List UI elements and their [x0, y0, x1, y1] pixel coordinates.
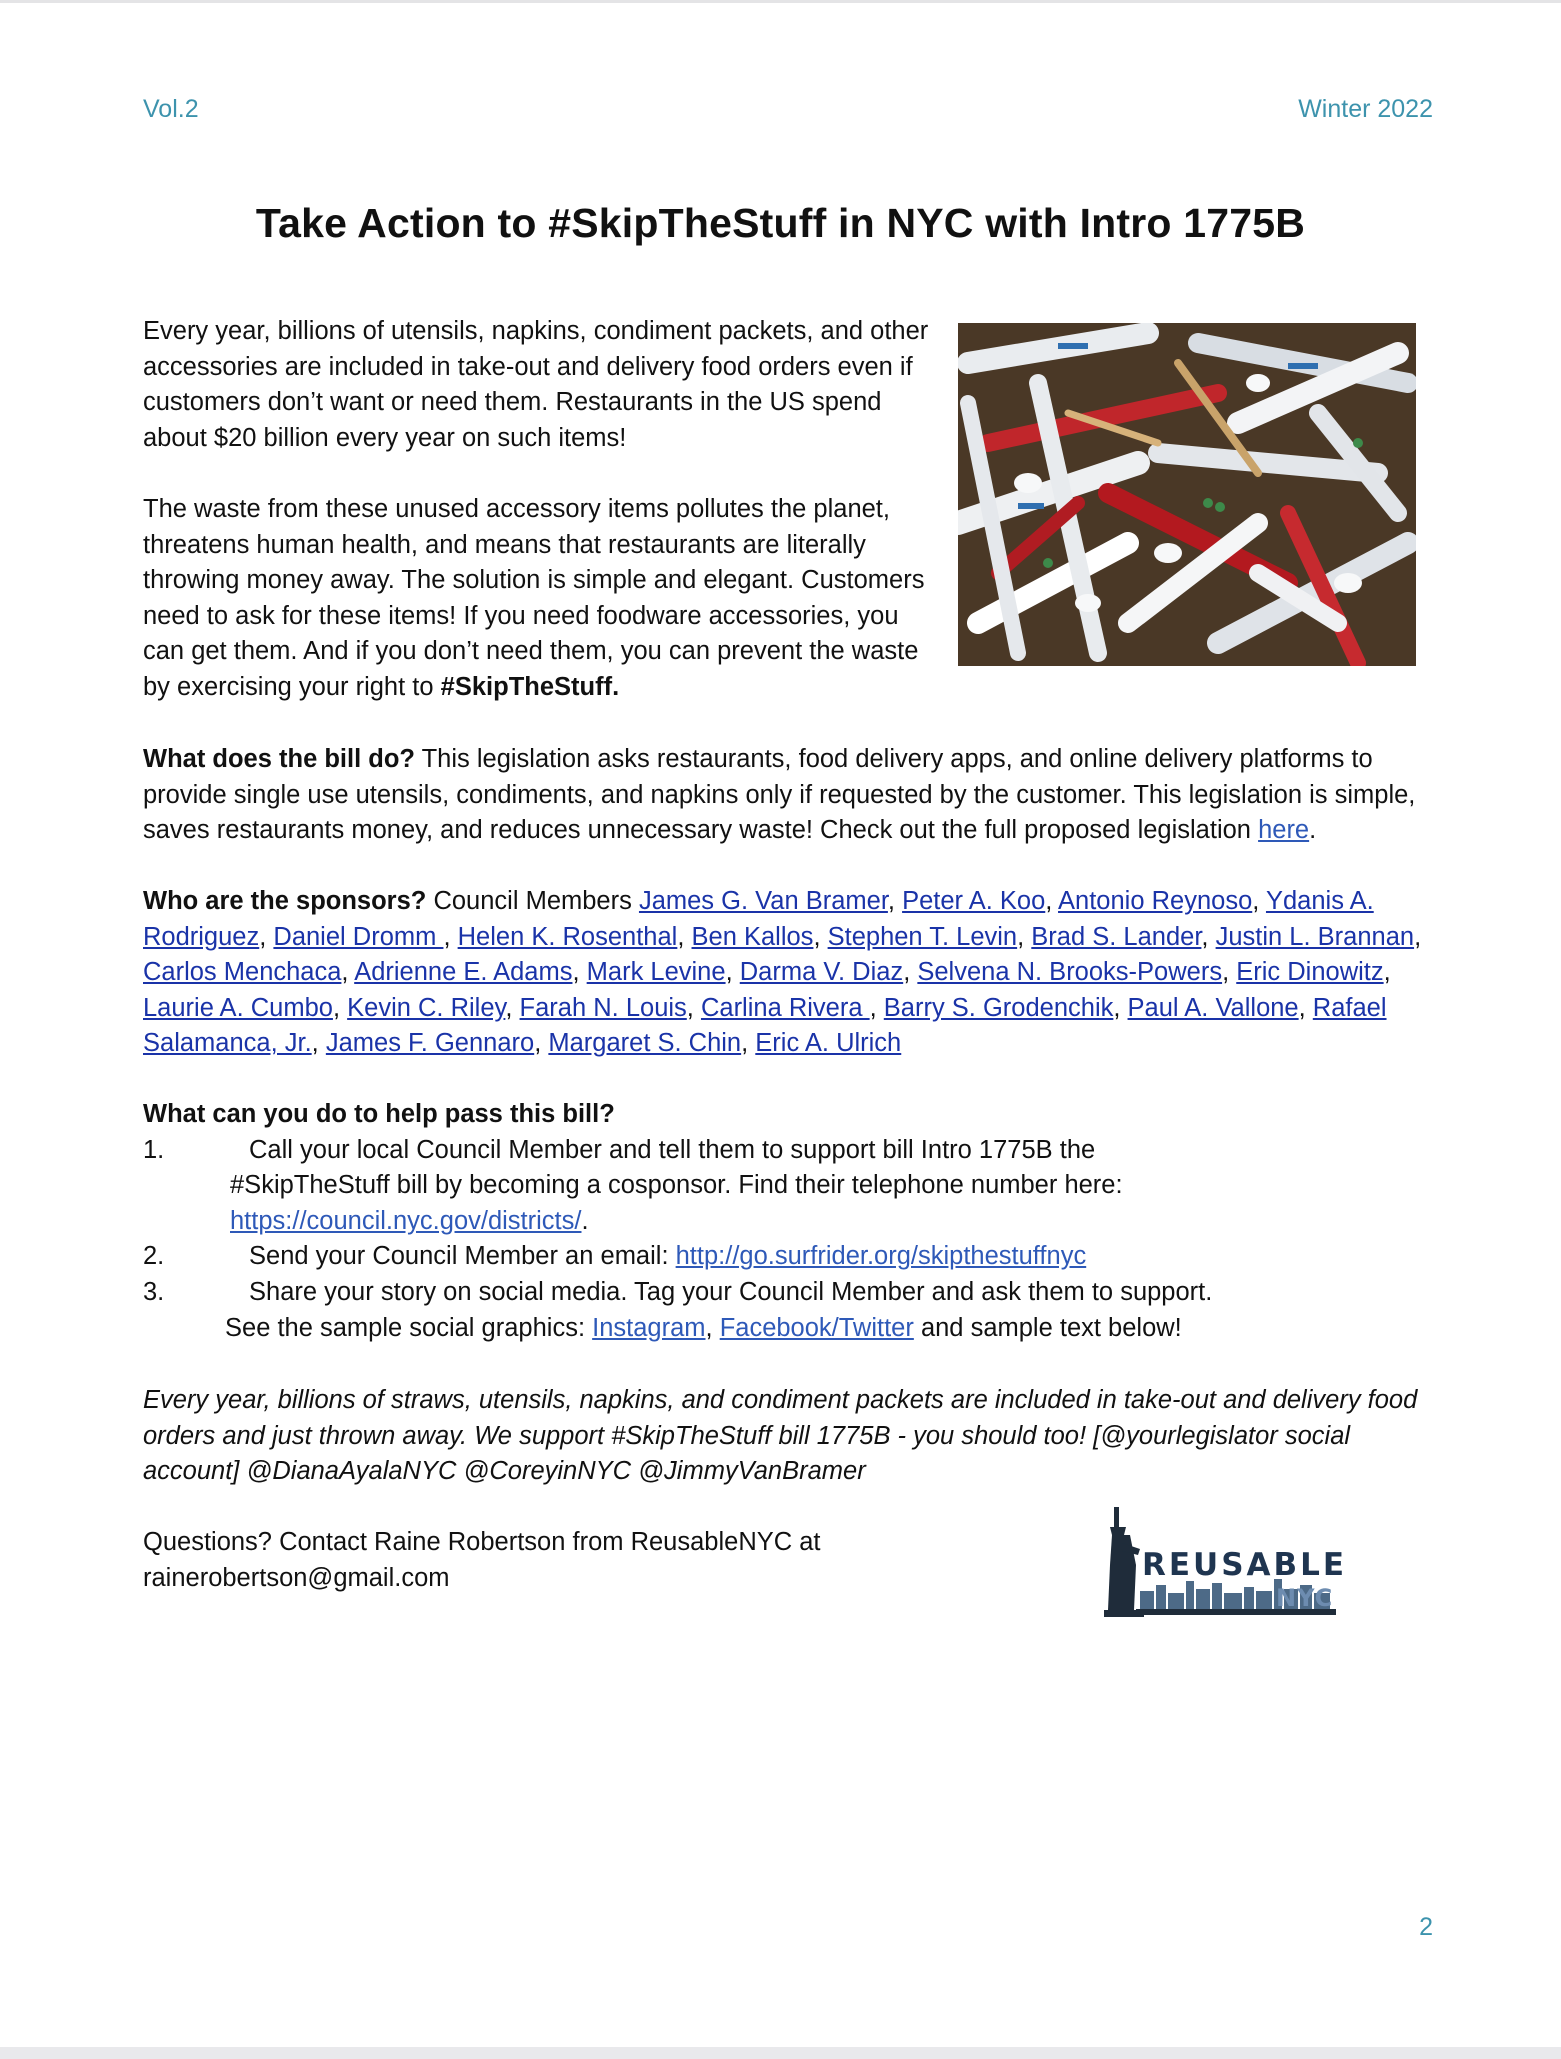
sponsor-separator: , [1222, 958, 1237, 987]
sponsor-link[interactable]: Paul A. Vallone [1127, 993, 1299, 1022]
sponsor-separator: , [1201, 922, 1216, 951]
season-label: Winter 2022 [1298, 95, 1433, 123]
step-3-continuation [225, 1311, 1433, 1347]
skipthestuff-bold: #SkipTheStuff. [440, 672, 620, 701]
sponsor-separator: , [1414, 922, 1422, 951]
step-3-separator: , [705, 1313, 720, 1342]
reusablenyc-logo-graphic [1100, 1505, 1350, 1617]
reusablenyc-logo [1100, 1505, 1350, 1617]
step-2 [143, 1239, 1433, 1275]
sponsor-link[interactable]: Ben Kallos [691, 922, 814, 951]
sponsor-link[interactable]: Adrienne E. Adams [354, 958, 573, 987]
sponsor-separator: , [443, 922, 458, 951]
facebook-twitter-link[interactable]: Facebook/Twitter [719, 1313, 914, 1342]
sponsor-separator: , [677, 922, 692, 951]
page-number: 2 [1419, 1913, 1433, 1941]
sponsor-link[interactable]: Carlos Menchaca [143, 958, 342, 987]
sponsor-link[interactable]: Carlina Rivera [700, 993, 870, 1022]
sponsors-lead: Council Members [426, 887, 639, 915]
sponsor-link[interactable]: James G. Van Bramer [638, 887, 888, 915]
sponsors-paragraph [143, 884, 1433, 1062]
step-1 [143, 1133, 1433, 1240]
sample-social-paragraph: Every year, billions of straws, utensils, napkins, and condiment packets are included in take-out and delivery food orders and just thrown away. We support #SkipTheStuff bill 1775B - you should too! [@yourlegislator social account] @DianaAyalaNYC @CoreyinNYC @JimmyVanBramer [143, 1386, 1418, 1486]
sponsor-separator: , [741, 1029, 756, 1058]
sponsor-link[interactable]: Margaret S. Chin [548, 1029, 742, 1058]
sponsor-separator: , [903, 958, 918, 987]
sponsor-link[interactable]: Helen K. Rosenthal [457, 922, 678, 951]
help-heading [143, 1097, 1433, 1133]
sponsor-separator: , [572, 958, 587, 987]
step-3-end: and sample text below! [913, 1313, 1182, 1342]
step-3 [143, 1275, 1433, 1346]
intro-paragraph-2 [143, 492, 943, 706]
step-1-link-line [230, 1204, 1433, 1240]
help-section [143, 1097, 1433, 1346]
sponsors-section [143, 884, 1433, 1062]
utensil-waste-photo [958, 323, 1416, 666]
sponsor-link[interactable]: Ydanis A. Rodriguez [143, 887, 1374, 951]
council-districts-link[interactable]: https://council.nyc.gov/districts/ [230, 1206, 582, 1235]
sponsor-separator: , [686, 993, 701, 1022]
sponsor-separator: , [534, 1029, 549, 1058]
page-edge-bottom [0, 2047, 1561, 2059]
sponsor-separator: , [869, 993, 884, 1022]
page-edge-top [0, 0, 1561, 3]
sponsors-heading: Who are the sponsors? [143, 887, 427, 915]
surfrider-link[interactable]: http://go.surfrider.org/skipthestuffnyc [675, 1242, 1087, 1271]
contact-section [143, 1525, 903, 1596]
sponsor-link[interactable]: Selvena N. Brooks-Powers [917, 958, 1223, 987]
contact-line: Questions? Contact Raine Robertson from ReusableNYC at [143, 1528, 821, 1556]
sample-social-text [143, 1383, 1433, 1490]
sponsor-separator: , [725, 958, 740, 987]
bill-text: This legislation asks restaurants, food delivery apps, and online delivery platforms to provide single use utensils, condiments, and napkins only if requested by the customer. This legislation is simple, saves restaurants money, and reduces unnecessary waste! Check out the full proposed legislation [143, 745, 1416, 845]
volume-label: Vol.2 [143, 95, 199, 123]
sponsor-separator: , [813, 922, 828, 951]
sponsor-separator: , [505, 993, 520, 1022]
sponsor-separator: , [259, 922, 274, 951]
sponsor-link[interactable]: Kevin C. Riley [347, 993, 506, 1022]
contact-email: rainerobertson@gmail.com [143, 1563, 450, 1592]
intro-paragraph-2-text: The waste from these unused accessory items pollutes the planet, threatens human health, and means that restaurants are literally throwing money away. The solution is simple and elegant. Customers need to ask for these items! If you need foodware accessories, you can get them. And if you don’t need them, you can prevent the waste by exercising your right to [143, 494, 925, 701]
sponsor-link[interactable]: Mark Levine [586, 958, 726, 987]
help-heading-text: What can you do to help pass this bill? [143, 1100, 615, 1128]
logo-word-reusable: REUSABLE [1142, 1547, 1348, 1583]
step-1-text: Call your local Council Member and tell them to support bill Intro 1775B the [249, 1135, 1096, 1164]
step-1-continuation: #SkipTheStuff bill by becoming a cosponsor. Find their telephone number here: [230, 1171, 1123, 1200]
step-3-number: 3. [143, 1277, 165, 1306]
sponsor-link[interactable]: Farah N. Louis [519, 993, 687, 1022]
bill-paragraph [143, 742, 1433, 849]
sponsor-link[interactable]: Daniel Dromm [273, 922, 444, 951]
step-2-text [249, 1239, 1433, 1275]
sponsor-separator: , [341, 958, 355, 987]
sponsor-link[interactable]: Rafael Salamanca, Jr. [143, 993, 1387, 1058]
sponsor-link[interactable]: Laurie A. Cumbo [143, 993, 333, 1022]
logo-word-nyc: NYC [1276, 1584, 1334, 1612]
step-2-label: Send your Council Member an email: [249, 1242, 676, 1271]
sponsor-separator: , [887, 887, 903, 915]
sponsor-separator: , [1113, 993, 1128, 1022]
sponsor-separator: , [311, 1029, 326, 1058]
sponsor-separator: , [332, 993, 348, 1022]
sponsor-separator: , [1252, 887, 1266, 915]
sponsor-link[interactable]: Justin L. Brannan [1215, 922, 1415, 951]
bill-section [143, 742, 1433, 849]
step-3-cont-text: See the sample social graphics: [225, 1313, 593, 1342]
sponsor-link[interactable]: Eric Dinowitz [1236, 958, 1384, 987]
sponsor-link[interactable]: Stephen T. Levin [827, 922, 1018, 951]
sponsor-link[interactable]: James F. Gennaro [325, 1029, 535, 1058]
sponsor-separator: , [1045, 887, 1059, 915]
instagram-link[interactable]: Instagram [592, 1313, 706, 1342]
help-steps [143, 1133, 1433, 1347]
sponsor-separator: , [1017, 922, 1032, 951]
page-title: Take Action to #SkipTheStuff in NYC with Intro 1775B [255, 200, 1306, 246]
intro-paragraph-1: Every year, billions of utensils, napkins, condiment packets, and other accessories are included in take-out and delivery food orders even if customers don’t want or need them. Restaurants in the US spend about $20 billion every year on such items! [143, 317, 929, 452]
step-3-text: Share your story on social media. Tag your Council Member and ask them to support. [249, 1277, 1213, 1306]
utensil-waste-illustration [958, 323, 1416, 666]
legislation-link[interactable]: here [1258, 816, 1310, 845]
step-2-number: 2. [143, 1242, 165, 1271]
sponsor-separator: , [1383, 958, 1391, 987]
sponsor-link[interactable]: Eric A. Ulrich [755, 1029, 902, 1058]
sponsor-separator: , [1298, 993, 1313, 1022]
sponsor-link[interactable]: Peter A. Koo [902, 887, 1046, 915]
step-1-number: 1. [143, 1135, 165, 1164]
bill-end: . [1309, 816, 1317, 845]
intro-text [143, 314, 943, 706]
sponsor-link[interactable]: Barry S. Grodenchik [883, 993, 1114, 1022]
sponsor-link[interactable]: Darma V. Diaz [739, 958, 904, 987]
step-1-end: . [581, 1206, 589, 1235]
sponsor-link[interactable]: Brad S. Lander [1031, 922, 1202, 951]
sponsor-link[interactable]: Antonio Reynoso [1058, 887, 1253, 915]
bill-heading: What does the bill do? [143, 745, 415, 773]
